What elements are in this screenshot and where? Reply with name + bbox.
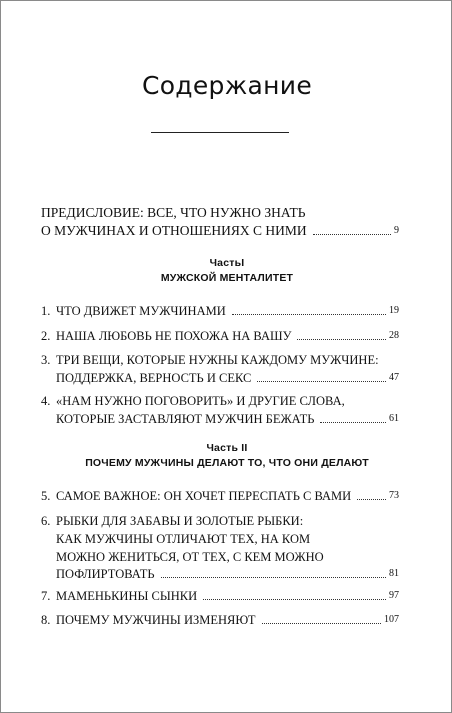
preface-page: 9 xyxy=(394,225,399,236)
dot-leader xyxy=(357,499,386,500)
chapter-number: 8. xyxy=(41,613,51,627)
dot-leader xyxy=(320,422,386,423)
page-title: Содержание xyxy=(141,71,313,100)
toc-entry-4-line-1 xyxy=(41,393,399,409)
chapter-page: 47 xyxy=(389,372,399,383)
chapter-number: 6. xyxy=(41,514,51,528)
chapter-title-cont: ПОФЛИРТОВАТЬ xyxy=(56,567,155,581)
dot-leader xyxy=(161,577,386,578)
part2-label: Часть II xyxy=(206,442,248,454)
part1-heading: МУЖСКОЙ МЕНТАЛИТЕТ xyxy=(160,272,294,284)
chapter-title-cont: КАК МУЖЧИНЫ ОТЛИЧАЮТ ТЕХ, НА КОМ xyxy=(56,532,311,546)
toc-entry-1 xyxy=(41,303,399,319)
chapter-title: «НАМ НУЖНО ПОГОВОРИТЬ» И ДРУГИЕ СЛОВА, xyxy=(56,394,345,408)
chapter-title-cont: МОЖНО ЖЕНИТЬСЯ, ОТ ТЕХ, С КЕМ МОЖНО xyxy=(56,550,324,564)
toc-entry-2 xyxy=(41,328,399,344)
toc-entry-5 xyxy=(41,488,399,504)
chapter-number: 3. xyxy=(41,353,51,367)
chapter-number: 1. xyxy=(41,304,51,318)
dot-leader xyxy=(262,623,381,624)
toc-entry-3-line-2 xyxy=(56,370,399,386)
preface-line-1 xyxy=(41,205,399,221)
chapter-number: 4. xyxy=(41,394,51,408)
chapter-title: САМОЕ ВАЖНОЕ: ОН ХОЧЕТ ПЕРЕСПАТЬ С ВАМИ xyxy=(56,489,352,503)
chapter-number: 5. xyxy=(41,489,51,503)
title-divider xyxy=(151,132,289,133)
dot-leader xyxy=(297,339,386,340)
chapter-page: 61 xyxy=(389,413,399,424)
dot-leader xyxy=(232,314,386,315)
chapter-title: МАМЕНЬКИНЫ СЫНКИ xyxy=(56,589,198,603)
dot-leader xyxy=(313,234,391,235)
chapter-page: 28 xyxy=(389,330,399,341)
toc-entry-6-line-3 xyxy=(56,549,399,565)
toc-entry-7 xyxy=(41,588,399,604)
toc-entry-6-line-1 xyxy=(41,513,399,529)
chapter-title-cont: ПОДДЕРЖКА, ВЕРНОСТЬ И СЕКС xyxy=(56,371,252,385)
dot-leader xyxy=(203,599,386,600)
part2-heading: ПОЧЕМУ МУЖЧИНЫ ДЕЛАЮТ ТО, ЧТО ОНИ ДЕЛАЮТ xyxy=(85,457,369,469)
chapter-title: ЧТО ДВИЖЕТ МУЖЧИНАМИ xyxy=(56,304,226,318)
preface-line-2 xyxy=(41,223,399,239)
chapter-title: НАША ЛЮБОВЬ НЕ ПОХОЖА НА ВАШУ xyxy=(56,329,292,343)
chapter-page: 19 xyxy=(389,305,399,316)
chapter-page: 107 xyxy=(384,614,399,625)
toc-entry-6-line-4 xyxy=(56,566,399,582)
chapter-number: 2. xyxy=(41,329,51,343)
toc-entry-4-line-2 xyxy=(56,411,399,427)
chapter-page: 73 xyxy=(389,490,399,501)
chapter-title: ПОЧЕМУ МУЖЧИНЫ ИЗМЕНЯЮТ xyxy=(56,613,256,627)
part1-label: ЧастьI xyxy=(209,257,245,269)
dot-leader xyxy=(257,381,386,382)
chapter-title-cont: КОТОРЫЕ ЗАСТАВЛЯЮТ МУЖЧИН БЕЖАТЬ xyxy=(56,412,315,426)
preface-text-2: О МУЖЧИНАХ И ОТНОШЕНИЯХ С НИМИ xyxy=(41,223,307,238)
chapter-title: РЫБКИ ДЛЯ ЗАБАВЫ И ЗОЛОТЫЕ РЫБКИ: xyxy=(56,514,304,528)
chapter-title: ТРИ ВЕЩИ, КОТОРЫЕ НУЖНЫ КАЖДОМУ МУЖЧИНЕ: xyxy=(56,353,379,367)
chapter-number: 7. xyxy=(41,589,51,603)
chapter-page: 81 xyxy=(389,568,399,579)
toc-entry-3-line-1 xyxy=(41,352,399,368)
toc-entry-6-line-2 xyxy=(56,531,399,547)
chapter-page: 97 xyxy=(389,590,399,601)
toc-entry-8 xyxy=(41,612,399,628)
preface-text-1: ПРЕДИСЛОВИЕ: ВСЕ, ЧТО НУЖНО ЗНАТЬ xyxy=(41,205,306,220)
